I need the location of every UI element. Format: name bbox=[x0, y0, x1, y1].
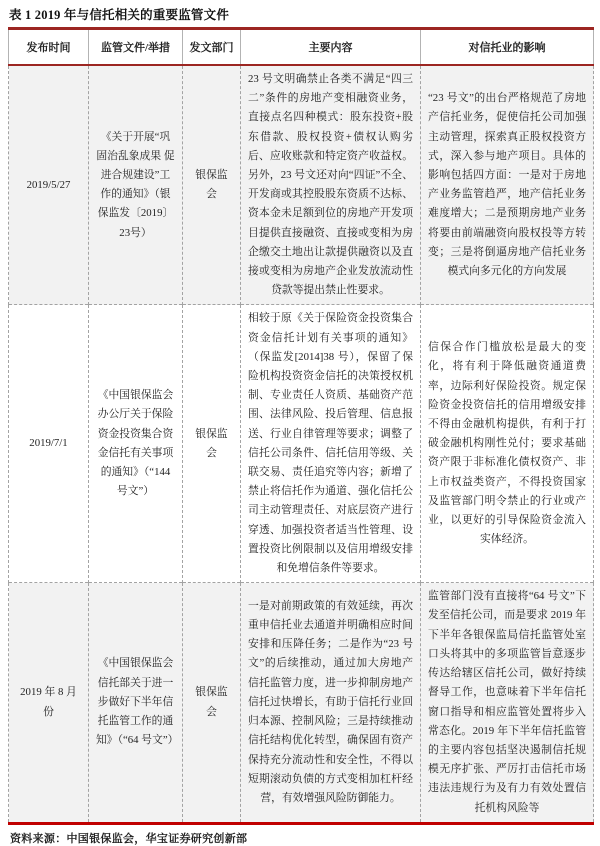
cell-document: 《中国银保监会办公厅关于保险资金投资集合资金信托有关事项的通知》（“144 号文”） bbox=[89, 305, 183, 583]
table-title: 表 1 2019 年与信托相关的重要监管文件 bbox=[9, 8, 230, 22]
table-row bbox=[9, 583, 594, 823]
header-department: 发文部门 bbox=[183, 29, 241, 66]
cell-department: 银保监会 bbox=[183, 583, 241, 823]
cell-department: 银保监会 bbox=[183, 305, 241, 583]
table-row bbox=[9, 65, 594, 305]
cell-impact: “23 号文”的出台严格规范了房地产信托业务，促使信托公司加强主动管理，探索真正股权投资方式，深入参与地产项目。具体的影响包括四方面：一是对于房地产业务监管趋严，地产信托业务难度增大；二是预期房地产业务将要由前端融资向股权投等方转变；三是将倒逼房地产信托业务模式向多元化的方向发展 bbox=[421, 65, 594, 305]
header-impact: 对信托业的影响 bbox=[421, 29, 594, 66]
source-note: 资料来源：中国银保监会，华宝证券研究创新部 bbox=[10, 832, 248, 845]
header-document: 监管文件/举措 bbox=[89, 29, 183, 66]
cell-impact: 监管部门没有直接将“64 号文”下发至信托公司，而是要求 2019 年下半年各银保监局信托监管处室口头将其中的多项监管旨意逐步传达给辖区信托公司，做好持续督导工作，也意味着下半年信托窗口指导和相应监管处置将步入常态化。2019 年下半年信托监管的主要内容包括坚决遏制信托规模无序扩张、严厉打击信托市场违法违规行为及有力有效处置信托机构风险等 bbox=[421, 583, 594, 823]
cell-impact: 信保合作门槛放松是最大的变化，将有利于降低融资通道费率，边际利好保险投资。规定保险资金投资信托的信用增级安排不得由金融机构提供，有利于打破金融机构刚性兑付；要求基础资产限于非标准化债权资产、非上市权益类资产，不得投资国家及监管部门明令禁止的行业或产业，以更好的引导保险资金流入实体经济。 bbox=[421, 305, 594, 583]
cell-main-content: 相较于原《关于保险资金投资集合资金信托计划有关事项的通知》（保监发[2014]38 号），保留了保险机构投资资金信托的决策授权机制、专业责任人资质、基础资产范围、法律风险、投后管理、信息报送、行业自律管理等要求；调整了信托公司条件、信托信用等级、关联交易、责任追究等内容；新增了禁止将信托作为通道、强化信托公司主动管理责任、对底层资产进行穿透、加强投资者适当性管理、设置投资比例限制以及信用增级安排和免增信条件等要求。 bbox=[241, 305, 421, 583]
cell-date: 2019/7/1 bbox=[9, 305, 89, 583]
cell-document: 《关于开展“巩固治乱象成果 促进合规建设”工作的通知》（银保监发〔2019〕23号） bbox=[89, 65, 183, 305]
cell-date: 2019/5/27 bbox=[9, 65, 89, 305]
regulation-table bbox=[8, 27, 594, 825]
table-row bbox=[9, 305, 594, 583]
cell-main-content: 一是对前期政策的有效延续，再次重申信托业去通道并明确相应时间安排和压降任务；二是作为“23 号文”的后续推动，通过加大房地产信托监管力度，进一步抑制房地产信托过快增长，有助于信托行业回归本源、控制风险；三是持续推动信托结构优化转型，确保固有资产保持充分流动性和安全性，不得以短期滚动负债的方式变相加杠杆经营，有效增强风险防御能力。 bbox=[241, 583, 421, 823]
cell-document: 《中国银保监会信托部关于进一步做好下半年信托监管工作的通知》（“64 号文”） bbox=[89, 583, 183, 823]
cell-department: 银保监会 bbox=[183, 65, 241, 305]
cell-main-content: 23 号文明确禁止各类不满足“四三二”条件的房地产变相融资业务，直接点名四种模式：股东投资+股东借款、股权投资+债权认购劣后、应收账款和特定资产收益权。另外，23 号文还对向“四证”不全、开发商或其控股股东资质不达标、资本金未足额到位的房地产开发项目提供直接融资、直接或变相为房企缴交土地出让款提供融资以及直接或变相为房地产企业发放流动性贷款等提出禁止性要求。 bbox=[241, 65, 421, 305]
cell-date: 2019 年 8 月份 bbox=[9, 583, 89, 823]
header-main-content: 主要内容 bbox=[241, 29, 421, 66]
table-header-row bbox=[9, 29, 594, 66]
header-publish-date: 发布时间 bbox=[9, 29, 89, 66]
